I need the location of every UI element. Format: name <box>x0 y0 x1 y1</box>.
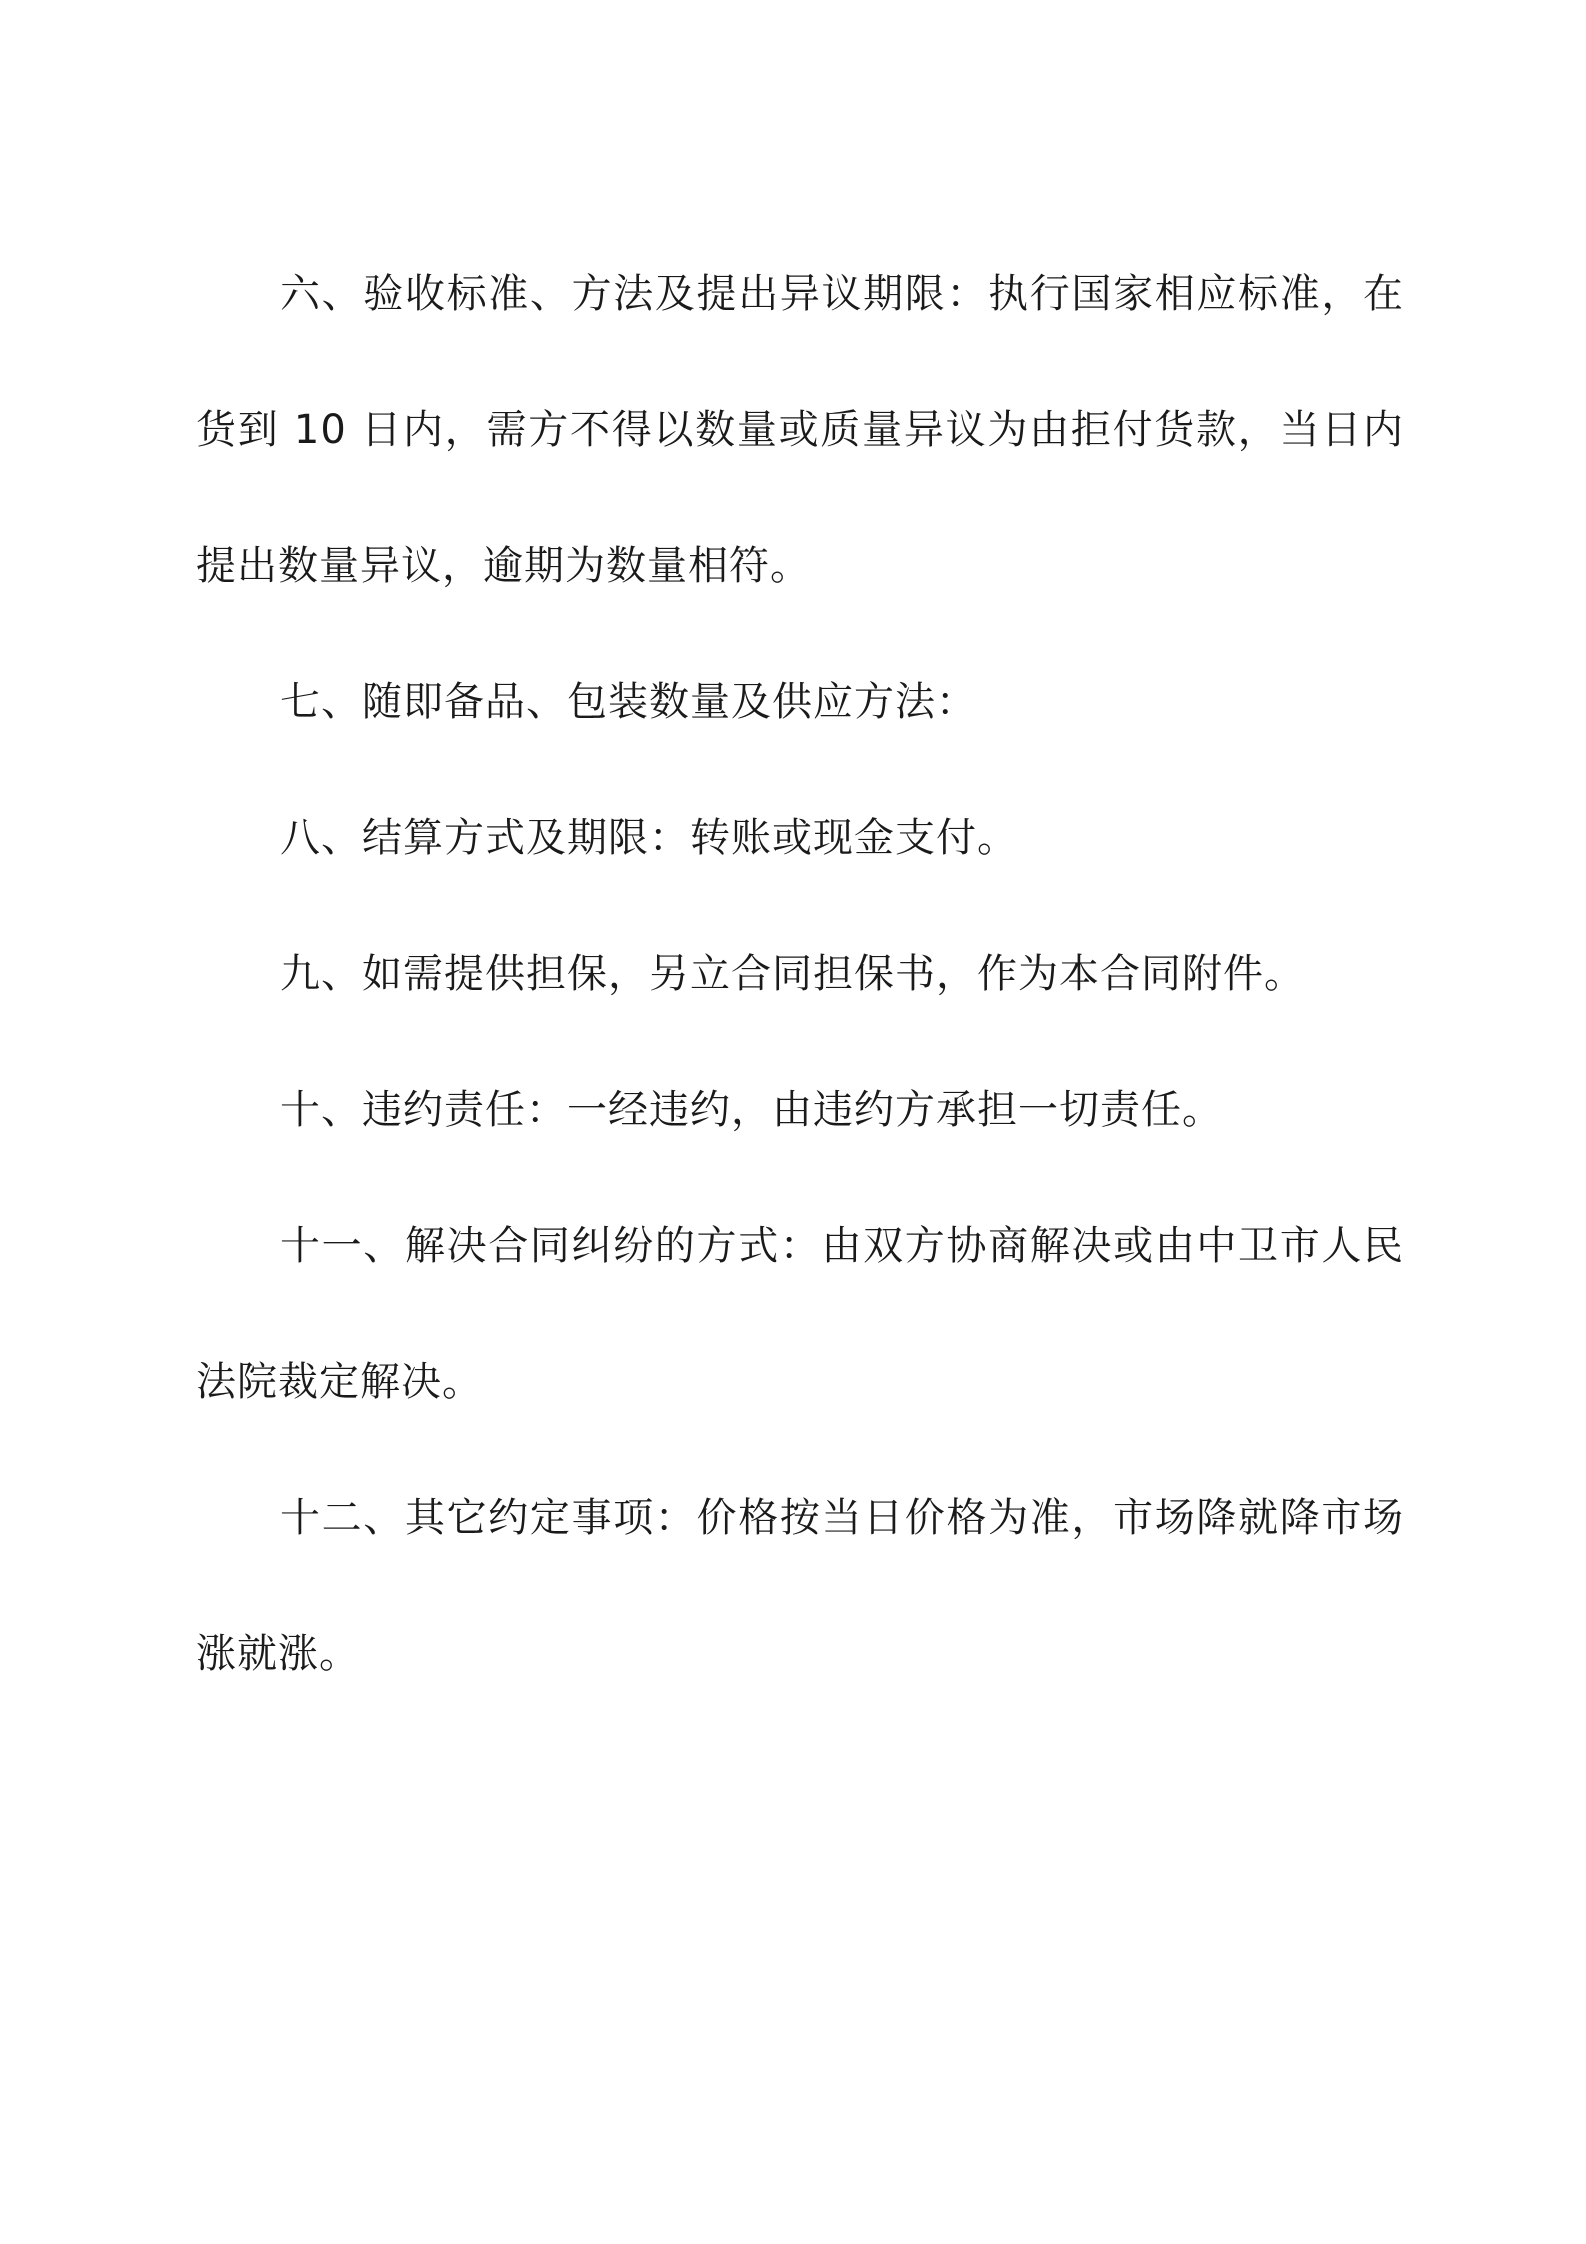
clause-8-settlement: 八、结算方式及期限：转账或现金支付。 <box>280 815 1018 861</box>
clause-7-spare-parts: 七、随即备品、包装数量及供应方法： <box>280 679 977 725</box>
clause-9-guarantee: 九、如需提供担保，另立合同担保书，作为本合同附件。 <box>280 951 1305 997</box>
clause-12-other-terms: 十二、其它约定事项：价格按当日价格为准，市场降就降市场涨就涨。 <box>196 1495 1404 1677</box>
contract-clauses <box>196 226 1404 1722</box>
clause-10-liability: 十、违约责任：一经违约，由违约方承担一切责任。 <box>280 1087 1223 1133</box>
clause-11-dispute: 十一、解决合同纠纷的方式：由双方协商解决或由中卫市人民法院裁定解决。 <box>196 1223 1404 1405</box>
clause-6-inspection: 六、验收标准、方法及提出异议期限：执行国家相应标准，在货到 10 日内，需方不得以数量或质量异议为由拒付货款，当日内提出数量异议，逾期为数量相符。 <box>196 271 1404 589</box>
